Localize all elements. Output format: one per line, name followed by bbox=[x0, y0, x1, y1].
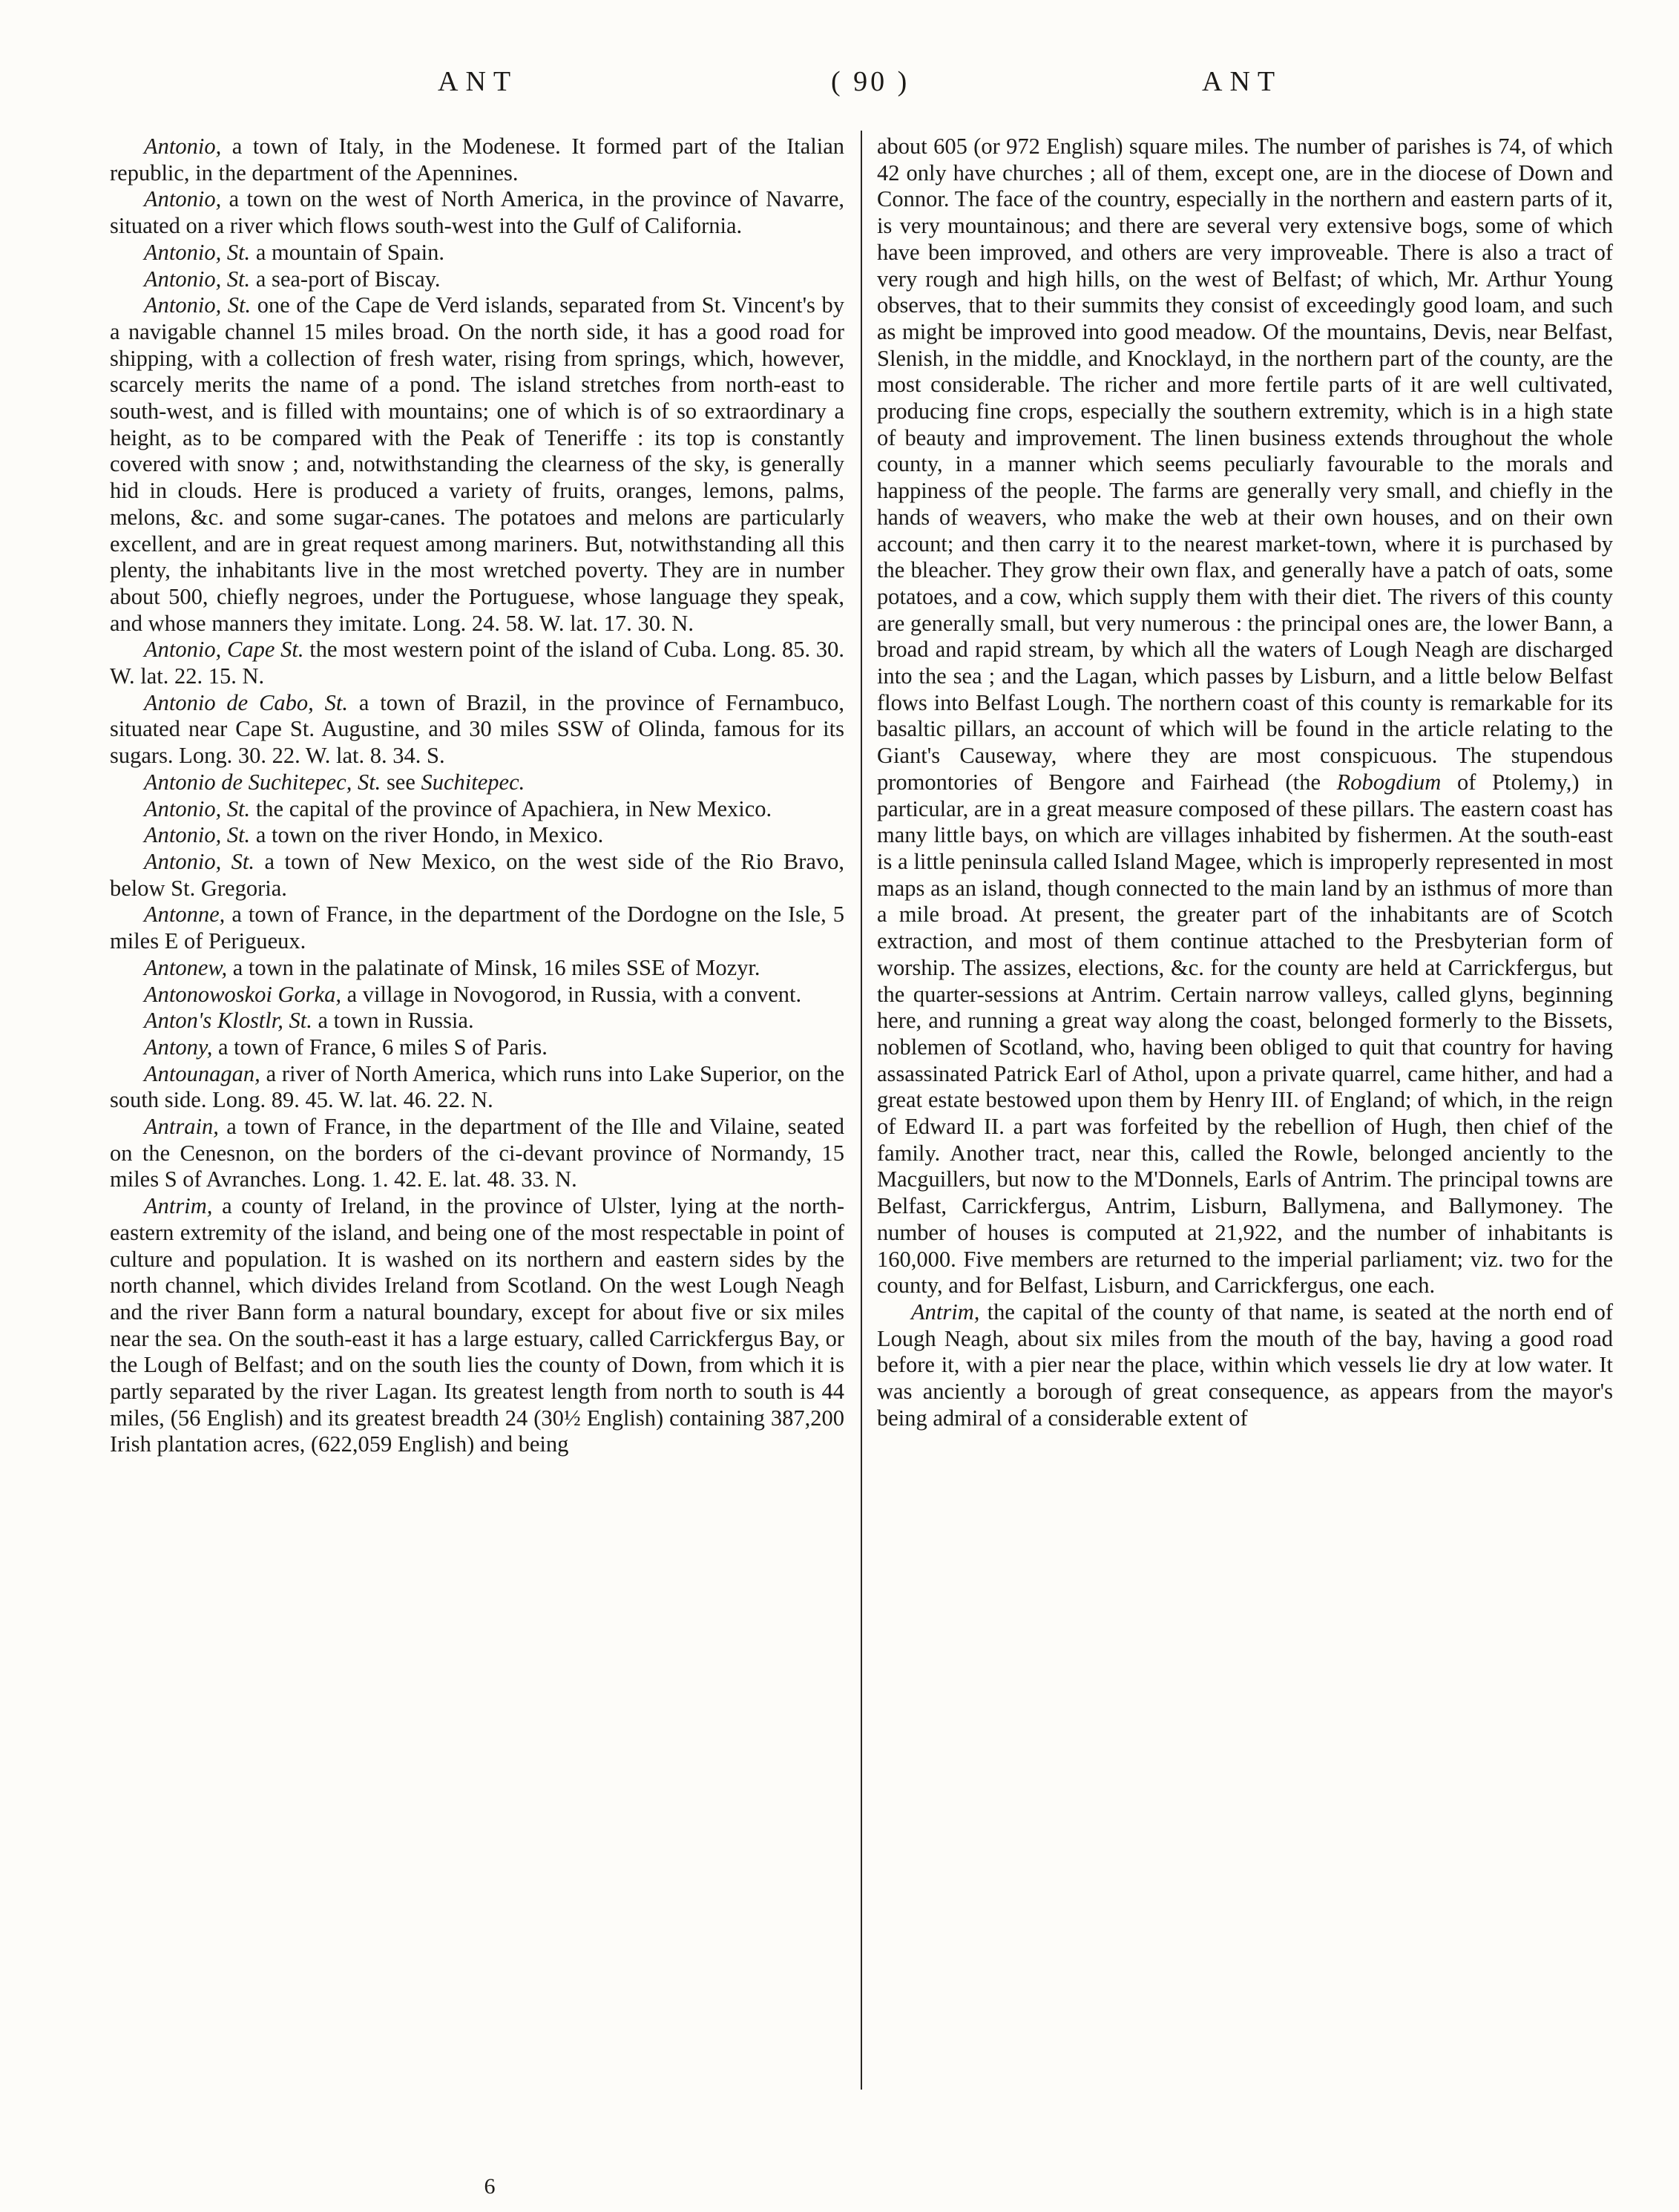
entry-text: see bbox=[381, 769, 421, 795]
signature-mark: 6 bbox=[484, 2174, 496, 2199]
entry-headword: Suchitepec. bbox=[421, 769, 525, 795]
entry-headword: Antonio, St. bbox=[144, 292, 252, 318]
entry-text: the capital of the county of that name, is seated at the north end of Lough Neagh, about six miles from the mouth of the bay, having a good road before it, with a pier near the place, within which vessels lie dry at low water. It was anciently a borough of great consequence, as appears from the mayor's being admiral of a considerable extent of bbox=[877, 1299, 1613, 1431]
dictionary-entry bbox=[110, 796, 844, 823]
entry-text: a village in Novogorod, in Russia, with a convent. bbox=[341, 981, 802, 1007]
dictionary-entry bbox=[110, 955, 844, 982]
page-number: ( 90 ) bbox=[831, 66, 910, 97]
entry-headword: Antonio, Cape St. bbox=[144, 637, 304, 663]
dictionary-entry bbox=[110, 822, 844, 849]
entry-text: a mountain of Spain. bbox=[250, 239, 444, 265]
left-column bbox=[110, 134, 844, 1458]
entry-headword: Antrim, bbox=[144, 1193, 213, 1219]
entry-text: a town in the palatinate of Minsk, 16 miles SSE of Mozyr. bbox=[227, 954, 760, 980]
entry-text: a town of New Mexico, on the west side of the Rio Bravo, below St. Gregoria. bbox=[110, 848, 844, 901]
entry-headword: Antonio, bbox=[144, 134, 222, 159]
entry-text: a county of Ireland, in the province of Ulster, lying at the north-eastern extremity of the island, and being one of the most respectable in point of culture and population. It is washed on its northern and eastern sides by the north channel, which divides Ireland from Scotland. On the west Lough Neagh and the river Bann form a natural boundary, except for about five or six miles near the sea. On the south-east it has a large estuary, called Carrickfergus Bay, or the Lough of Belfast; and on the south lies the county of Down, from which it is partly separated by the river Lagan. Its greatest length from north to south is 44 miles, (56 English) and its greatest breadth 24 (30½ English) containing 387,200 Irish plantation acres, (622,059 English) and being bbox=[110, 1193, 844, 1457]
entry-text: a town on the river Hondo, in Mexico. bbox=[250, 822, 604, 848]
dictionary-entry bbox=[877, 1299, 1613, 1432]
dictionary-entry bbox=[110, 186, 844, 239]
column-rule bbox=[861, 131, 862, 2090]
dictionary-entry bbox=[877, 134, 1613, 1299]
entry-text: a river of North America, which runs into Lake Superior, on the south side. Long. 89. 45. W. lat. 46. 22. N. bbox=[110, 1060, 844, 1113]
entry-headword: Antonew, bbox=[144, 954, 228, 980]
entry-text: a town of Italy, in the Modenese. It formed part of the Italian republic, in the department of the Apennines. bbox=[110, 134, 844, 186]
entry-text: a town of Brazil, in the province of Fernambuco, situated near Cape St. Augustine, and 30 miles SSW of Olinda, famous for its sugars. Long. 30. 22. W. lat. 8. 34. S. bbox=[110, 689, 844, 769]
entry-headword: Antonne, bbox=[144, 902, 226, 928]
entry-headword: Antrain, bbox=[144, 1114, 219, 1140]
dictionary-entry bbox=[110, 982, 844, 1008]
entry-text: about 605 (or 972 English) square miles. The number of parishes is 74, of which 42 only have churches ; all of them, except one, are in the diocese of Down and Connor. The face of the country, especially in the northern and eastern parts of it, is very mountainous; and there are several very extensive bogs, some of which have been improved, and others are very improveable. There is also a tract of very rough and high hills, on the west of Belfast; of which, Mr. Arthur Young observes, that to their summits they consist of exceedingly good loam, and such as might be improved into good meadow. Of the mountains, Devis, near Belfast, Slenish, in the middle, and Knocklayd, in the northern part of the county, are the most considerable. The richer and more fertile parts of it are well cultivated, producing fine crops, especially the southern extremity, which is in a high state of beauty and improvement. The linen business extends throughout the whole county, in a manner which seems peculiarly favourable to the morals and happiness of the people. The farms are generally very small, and chiefly in the hands of weavers, who make the web at their own houses, and on their own account; and then carry it to the nearest market-town, where it is purchased by the bleacher. They grow their own flax, and generally have a patch of oats, some potatoes, and a cow, which supply them with their diet. The rivers of this county are generally small, but very numerous : the principal ones are, the lower Bann, a broad and rapid stream, by which all the waters of Lough Neagh are discharged into the sea ; and the Lagan, which passes by Lisburn, and a little below Belfast flows into Belfast Lough. The northern coast of this county is remarkable for its basaltic pillars, an account of which will be found in the article relating to the Giant's Causeway, where they are most conspicuous. The stupendous promontories of Bengore and Fairhead (the bbox=[877, 134, 1613, 795]
entry-headword: Antonio, St. bbox=[144, 266, 251, 292]
entry-text: a town in Russia. bbox=[312, 1008, 474, 1034]
dictionary-entry bbox=[110, 134, 844, 186]
entry-headword: Antonio, bbox=[144, 186, 222, 212]
entry-headword: Antonio, St. bbox=[144, 795, 251, 821]
dictionary-entry bbox=[110, 266, 844, 293]
dictionary-entry bbox=[110, 1114, 844, 1193]
entry-text: of Ptolemy,) in particular, are in a great measure composed of these pillars. The eastern coast has many little bays, on which are villages inhabited by fishermen. At the south-east is a little peninsula called Island Magee, which is improperly represented in most maps as an island, though connected to the main land by an isthmus of more than a mile broad. At present, the greater part of the inhabitants are of Scotch extraction, and most of them continue attached to the Presbyterian form of worship. The assizes, elections, &c. for the county are held at Carrickfergus, but the quarter-sessions at Antrim. Certain narrow valleys, called glyns, beginning here, and running a great way along the coast, belonged formerly to the Bissets, noblemen of Scotland, who, having been obliged to quit that country for having assassinated Patrick Earl of Athol, upon a private quarrel, came hither, and had a great estate bestowed upon them by Henry III. of England; of which, in the reign of Edward II. a part was forfeited by the rebellion of Hugh, then chief of the family. Another tract, near this, called the Rowle, belonged anciently to the Macguillers, but now to the M'Donnels, Earls of Antrim. The principal towns are Belfast, Carrickfergus, Antrim, Lisburn, Ballymena, and Ballymoney. The number of houses is computed at 21,922, and the number of inhabitants is 160,000. Five members are returned to the imperial parliament; viz. two for the county, and for Belfast, Lisburn, and Carrickfergus, one each. bbox=[877, 769, 1613, 1299]
entry-text: one of the Cape de Verd islands, separated from St. Vincent's by a navigable channel 15 miles broad. On the north side, it has a good road for shipping, with a collection of fresh water, rising from springs, which, however, scarcely merits the name of a pond. The island stretches from north-east to south-west, and is filled with mountains; one of which is of so extraordinary a height, as to be compared with the Peak of Teneriffe : its top is constantly covered with snow ; and, notwithstanding the clearness of the sky, is generally hid in clouds. Here is produced a variety of fruits, oranges, lemons, palms, melons, &c. and some sugar-canes. The potatoes and melons are particularly excellent, and are in great request among mariners. But, notwithstanding all this plenty, the inhabitants live in the most wretched poverty. They are in number about 500, chiefly negroes, under the Portuguese, whose language they speak, and whose manners they imitate. Long. 24. 58. W. lat. 17. 30. N. bbox=[110, 292, 844, 636]
entry-text: a town of France, 6 miles S of Paris. bbox=[212, 1034, 548, 1060]
entry-text: a town of France, in the department of the Dordogne on the Isle, 5 miles E of Perigueux. bbox=[110, 902, 844, 954]
dictionary-entry bbox=[110, 902, 844, 954]
entry-text: the most western point of the island of Cuba. Long. 85. 30. W. lat. 22. 15. N. bbox=[110, 637, 844, 689]
entry-headword: Anton's Klostlr, St. bbox=[144, 1008, 312, 1034]
entry-headword: Antonio de Suchitepec, St. bbox=[144, 769, 381, 795]
entry-headword: Antonio, St. bbox=[144, 848, 255, 874]
dictionary-entry bbox=[110, 769, 844, 796]
header-right-catchword: ANT bbox=[1202, 66, 1283, 97]
dictionary-entry bbox=[110, 1061, 844, 1114]
entry-headword: Antrim, bbox=[911, 1299, 980, 1325]
entry-headword: Antonowoskoi Gorka, bbox=[144, 981, 342, 1007]
header-left-catchword: ANT bbox=[438, 66, 519, 97]
right-column bbox=[877, 134, 1613, 1431]
dictionary-entry bbox=[110, 1008, 844, 1034]
entry-headword: Antonio, St. bbox=[144, 822, 251, 848]
entry-text: a town of France, in the department of the Ille and Vilaine, seated on the Cenesnon, on the borders of the ci-devant province of Normandy, 15 miles S of Avranches. Long. 1. 42. E. lat. 48. 33. N. bbox=[110, 1114, 844, 1192]
entry-text: the capital of the province of Apachiera, in New Mexico. bbox=[250, 795, 772, 821]
dictionary-entry bbox=[110, 690, 844, 769]
entry-text: a town on the west of North America, in the province of Navarre, situated on a river which flows south-west into the Gulf of California. bbox=[110, 186, 844, 239]
entry-headword: Antonio, St. bbox=[144, 239, 251, 265]
dictionary-entry bbox=[110, 240, 844, 266]
entry-headword: Antonio de Cabo, St. bbox=[144, 689, 349, 715]
dictionary-entry bbox=[110, 637, 844, 689]
dictionary-entry bbox=[110, 292, 844, 637]
dictionary-entry bbox=[110, 1193, 844, 1458]
entry-headword: Robogdium bbox=[1336, 769, 1442, 795]
entry-text: a sea-port of Biscay. bbox=[250, 266, 441, 292]
entry-headword: Antony, bbox=[144, 1034, 213, 1060]
dictionary-entry bbox=[110, 1034, 844, 1061]
running-header bbox=[0, 65, 1679, 110]
dictionary-entry bbox=[110, 849, 844, 902]
entry-headword: Antounagan, bbox=[144, 1060, 260, 1086]
